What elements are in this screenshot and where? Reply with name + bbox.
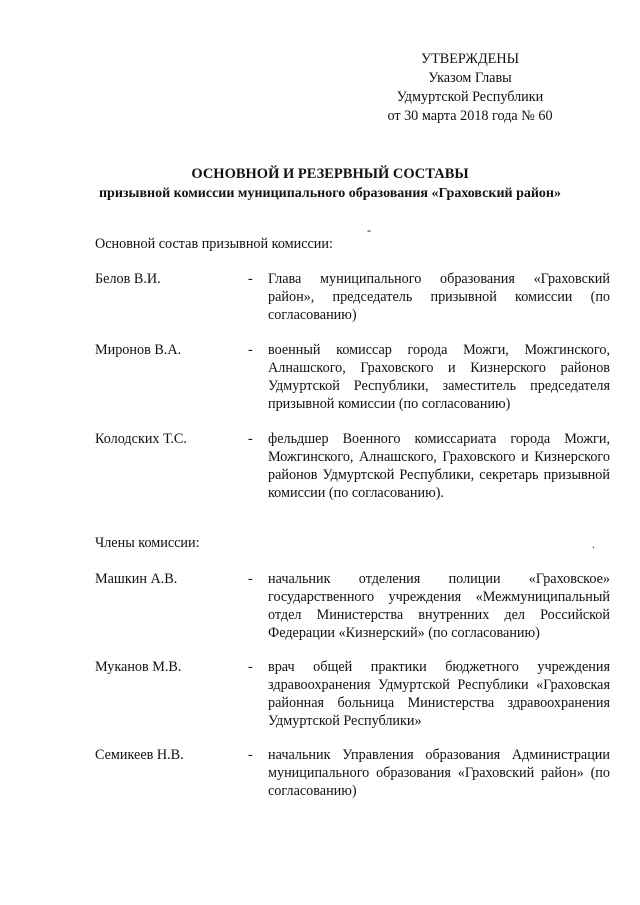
member-name: Миронов В.А. [95,342,182,358]
member-name: Семикеев Н.В. [95,747,184,763]
approval-status: УТВЕРЖДЕНЫ [421,51,519,67]
member-dash: - [248,659,253,675]
member-position: военный комиссар города Можги, Можгинского, Алнашского, Граховского и Кизнерского районов Удмуртской Республики, заместитель председателя призывной комиссии (по согласованию) [268,342,610,412]
member-position: Глава муниципального образования «Граховский район», председатель призывной комиссии (по согласованию) [268,271,610,323]
member-position: врач общей практики бюджетного учреждения здравоохранения Удмуртской Республики «Граховская районная больница Министерства здравоохранения Удмуртской Республики» [268,659,610,729]
member-name: Белов В.И. [95,271,161,287]
approval-decree: Указом Главы [428,70,512,86]
member-dash: - [248,271,253,287]
members-section-label: Члены комиссии: [95,535,200,551]
title-subtitle: призывной комиссии муниципального образования «Граховский район» [98,186,561,201]
member-dash: - [248,431,253,447]
main-section-label: Основной состав призывной комиссии: [95,236,333,252]
member-position: начальник отделения полиции «Граховское» государственного учреждения «Межмуниципальный отдел Министерства внутренних дел Российской Федерации «Кизнерский» (по согласованию) [268,571,610,641]
approval-date: от 30 марта 2018 года № 60 [387,108,553,124]
member-dash: - [248,571,253,587]
stray-mark: . [592,537,595,551]
title-main: ОСНОВНОЙ И РЕЗЕРВНЫЙ СОСТАВЫ [191,166,469,182]
approval-republic: Удмуртской Республики [396,89,544,105]
member-name: Машкин А.В. [95,571,178,587]
member-dash: - [248,342,253,358]
member-name: Муканов М.В. [95,659,182,675]
member-position: начальник Управления образования Администрации муниципального образования «Граховский район» (по согласованию) [268,747,610,799]
member-position: фельдшер Военного комиссариата города Можги, Можгинского, Алнашского, Граховского и Кизнерского районов Удмуртской Республики, секретарь призывной комиссии (по согласованию). [268,431,610,501]
document-title [60,164,600,204]
member-dash: - [248,747,253,763]
member-name: Колодских Т.С. [95,431,187,447]
approval-stamp [370,50,570,126]
stray-mark: - [367,223,371,237]
